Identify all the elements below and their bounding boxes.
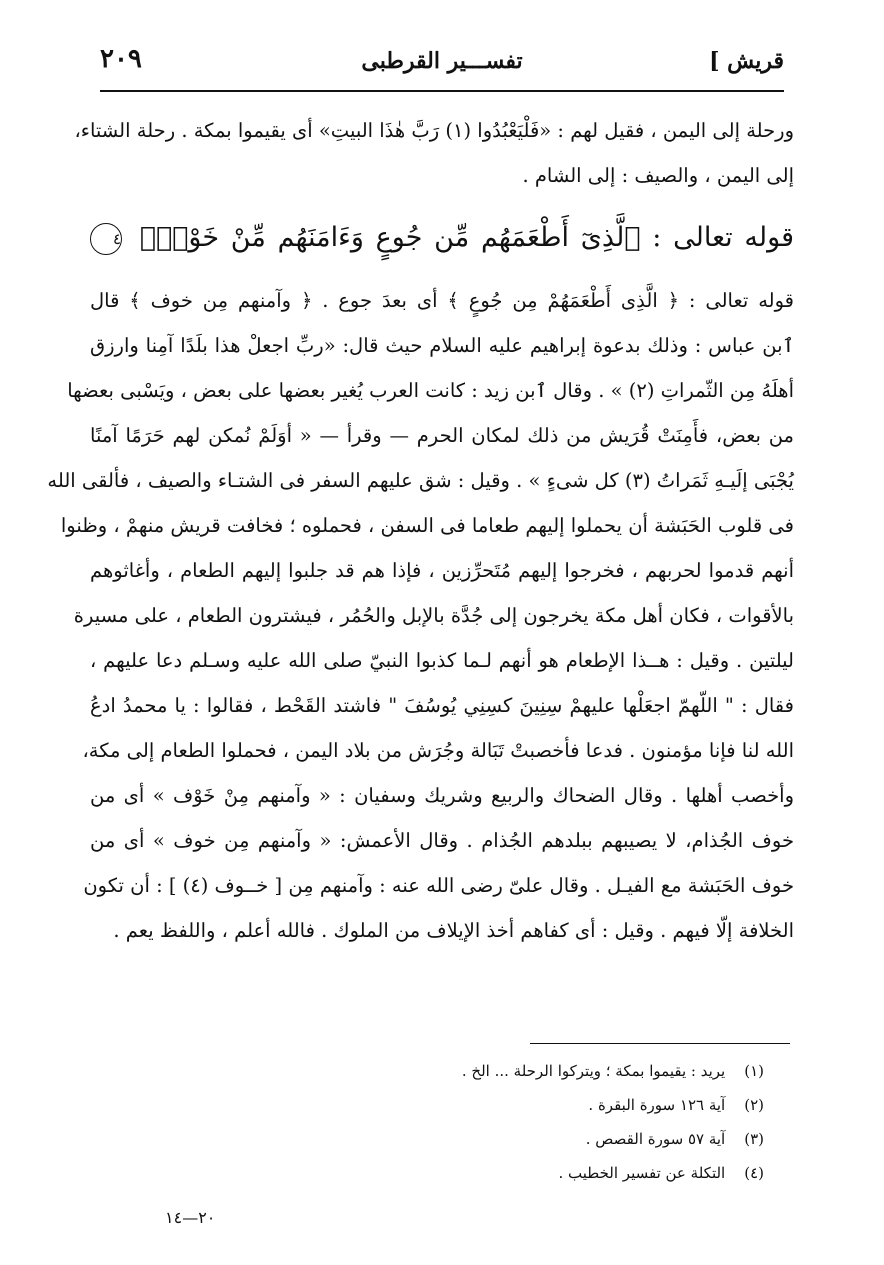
text-line: فى قلوب الحَبَشة أن يحملوا إليهم طعاما فى السفن ، فحملوه ؛ فخافت قريش منهمْ ، وظنوا <box>60 514 794 537</box>
text-line: الخلافة إلّا فيهم . وقيل : أى كفاهم أخذ الإيلاف من الملوك . فالله أعلم ، واللفظ يعم . <box>113 919 794 942</box>
text-line: إلى اليمن ، والصيف : إلى الشام . <box>522 164 794 187</box>
verse-heading <box>90 208 794 268</box>
verse-text: قوله تعالى : ٱلَّذِىٓ أَطْعَمَهُم مِّن جُوعٍ وَءَامَنَهُم مِّنْ خَوْفٍۭ <box>139 222 794 253</box>
footnote <box>164 1122 764 1156</box>
footnote-divider <box>530 1043 790 1044</box>
footnote-text: آية ٥٧ سورة القصص . <box>585 1130 726 1148</box>
text-line: قوله تعالى : ﴿ الَّذِى أَطْعَمَهُمْ مِن جُوعٍ ﴾ أى بعدَ جوع . ﴿ وآمنهم مِن خوف ﴾ قال <box>90 289 794 312</box>
footnote <box>164 1054 764 1088</box>
footnote-number: (١) <box>744 1062 764 1080</box>
text-line: بالأقوات ، فكان أهل مكة يخرجون إلى جُدَّة بالإبل والحُمُر ، فيشترون الطعام ، على مسيرة <box>73 604 794 627</box>
text-line: خوف الجُذام، لا يصيبهم ببلدهم الجُذام . وقال الأعمش: « وآمنهم مِن خوف » أى من <box>90 829 794 852</box>
footnote-text: يريد : يقيموا بمكة ؛ ويتركوا الرحلة ... الخ . <box>461 1062 726 1080</box>
text-line: من بعض، فأَمِنَتْ قُرَيش من ذلك لمكان الحرم — وقرأ — « أوَلَمْ نُمكن لهم حَرَمًا آمنًا <box>90 424 794 447</box>
surah-label: قريش ] <box>709 48 784 74</box>
text-line: ٱبن عباس : وذلك بدعوة إبراهيم عليه السلام حيث قال: «ربِّ اجعلْ هذا بلَدًا آمِنا وارزق <box>90 334 794 357</box>
text-line: يُجْبَى إلَيـهِ ثَمَراتُ (٣) كل شىءٍ » . وقيل : شق عليهم السفر فى الشتـاء والصيف ، فألقى الله <box>47 469 794 492</box>
page-number: ٢٠٩ <box>100 44 142 74</box>
ayah-number-badge: ٤ <box>90 223 122 255</box>
text-line: أنهم قدموا لحربهم ، فخرجوا إليهم مُتَحرِّزين ، فإذا هم قد جلبوا إليهم الطعام ، وأغاثوهم <box>90 559 794 582</box>
footnote-number: (٤) <box>744 1164 764 1182</box>
text-line: وأخصب أهلها . وقال الضحاك والربيع وشريك وسفيان : « وآمنهم مِنْ خَوْف » أى من <box>90 784 794 807</box>
text-line: الله لنا فإنا مؤمنون . فدعا فأخصبتْ تَبَالة وجُرَش من بلاد اليمن ، فحملوا الطعام إلى مكة، <box>82 739 794 762</box>
footnote-text: آية ١٢٦ سورة البقرة . <box>588 1096 726 1114</box>
page-header <box>100 42 784 92</box>
footnote <box>164 1156 764 1190</box>
footnotes <box>164 1054 764 1190</box>
footnote-number: (٣) <box>744 1130 764 1148</box>
main-text <box>47 108 794 953</box>
text-line: أهلَهُ مِن الثّمراتِ (٢) » . وقال ٱبن زيد : كانت العرب يُغير بعضها على بعض ، ويَسْبى بعضها <box>67 379 794 402</box>
text-line: ورحلة إلى اليمن ، فقيل لهم : «فَلْيَعْبُدُوا (١) رَبَّ هٰذَا البيتِ» أى يقيموا بمكة . رحلة الشتاء، <box>74 119 794 142</box>
footnote <box>164 1088 764 1122</box>
book-title: تفســـير القرطبى <box>361 48 523 74</box>
footnote-text: التكلة عن تفسير الخطيب . <box>558 1164 726 1182</box>
text-line: فقال : " اللّهمّ اجعَلْها عليهمْ سِنِينَ كسِنِي يُوسُفَ " فاشتد القَحْط ، فقالوا : يا محمدُ ادعُ <box>90 694 794 717</box>
printer-signature: ٢٠—١٤ <box>165 1208 216 1227</box>
text-line: ليلتين . وقيل : هــذا الإطعام هو أنهم لـما كذبوا النبيّ صلى الله عليه وسـلم دعا عليهم ، <box>90 649 794 672</box>
footnote-number: (٢) <box>744 1096 764 1114</box>
text-line: خوف الحَبَشة مع الفيـل . وقال علىّ رضى الله عنه : وآمنهم مِن [ خــوف (٤) ] : أن تكون <box>83 874 794 897</box>
